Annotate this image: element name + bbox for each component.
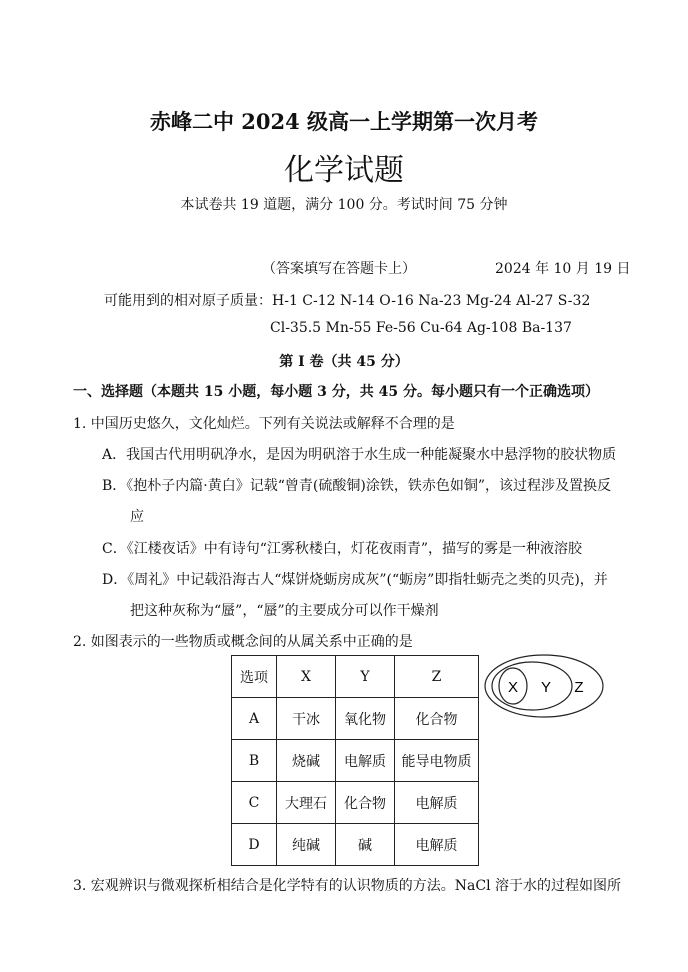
header-cell: Z [395,656,479,698]
header-cell: 选项 [232,656,277,698]
q2-stem: 2. 如图表示的一些物质或概念间的从属关系中正确的是 [73,634,413,650]
table-cell: 碱 [336,824,395,866]
table-cell: 化合物 [395,698,479,740]
table-cell: 能导电物质 [395,740,479,782]
q1-option-b-cont: 应 [130,509,144,525]
venn-label-x: X [507,679,519,696]
table-cell: 大理石 [277,782,336,824]
q1-option-d-cont: 把这种灰称为“蜃”，“蜃”的主要成分可以作干燥剂 [130,603,439,619]
table-cell: B [232,740,277,782]
q1-option-d: D．《周礼》中记载沿海古人“煤饼烧蛎房成灰”(“蛎房”即指牡蛎壳之类的贝壳)，并 [102,572,608,588]
q1-option-a: A．我国古代用明矾净水，是因为明矾溶于水生成一种能凝聚水中悬浮物的胶状物质 [102,447,617,463]
header-cell: Y [336,656,395,698]
table-row [232,698,479,740]
atomic-mass-line-2: Cl-35.5 Mn-55 Fe-56 Cu-64 Ag-108 Ba-137 [270,320,572,336]
table-row [232,740,479,782]
q1-stem: 1. 中国历史悠久，文化灿烂。下列有关说法或解释不合理的是 [73,416,455,432]
q1-option-c: C．《江楼夜话》中有诗句“江雾秋楼白，灯花夜雨青”，描写的雾是一种液溶胶 [102,541,583,557]
venn-middle-y [492,662,572,710]
exam-info: 本试卷共 19 道题，满分 100 分。考试时间 75 分钟 [180,197,508,213]
table-cell: 烧碱 [277,740,336,782]
table-row [232,824,479,866]
table-cell: 干冰 [277,698,336,740]
table-cell: 化合物 [336,782,395,824]
exam-date: 2024 年 10 月 19 日 [495,261,631,277]
subject-title: 化学试题 [284,153,404,188]
part-title: 一、选择题（本题共 15 小题，每小题 3 分，共 45 分。每小题只有一个正确选项） [73,384,599,400]
table-header-row [232,656,479,698]
table-row [232,782,479,824]
table-cell: D [232,824,277,866]
q2-options-table [231,655,479,866]
header-cell: X [277,656,336,698]
venn-label-z: Z [574,679,584,696]
table-cell: 氧化物 [336,698,395,740]
venn-label-y: Y [540,679,552,696]
table-cell: 电解质 [336,740,395,782]
exam-title: 赤峰二中 2024 级高一上学期第一次月考 [149,109,539,134]
q1-option-b: B．《抱朴子内篇·黄白》记载“曾青(硫酸铜)涂铁，铁赤色如铜”，该过程涉及置换反 [102,478,611,494]
q3-stem: 3. 宏观辨识与微观探析相结合是化学特有的认识物质的方法。NaCl 溶于水的过程如图所 [73,878,622,894]
table-cell: A [232,698,277,740]
table-cell: C [232,782,277,824]
answer-note: （答案填写在答题卡上） [262,261,416,277]
table-cell: 纯碱 [277,824,336,866]
atomic-mass-line-1: 可能用到的相对原子质量：H-1 C-12 N-14 O-16 Na-23 Mg-24 Al-27 S-32 [104,293,591,309]
table-cell: 电解质 [395,824,479,866]
volume-title: 第 I 卷（共 45 分） [279,354,409,370]
venn-diagram [482,652,606,724]
table-cell: 电解质 [395,782,479,824]
